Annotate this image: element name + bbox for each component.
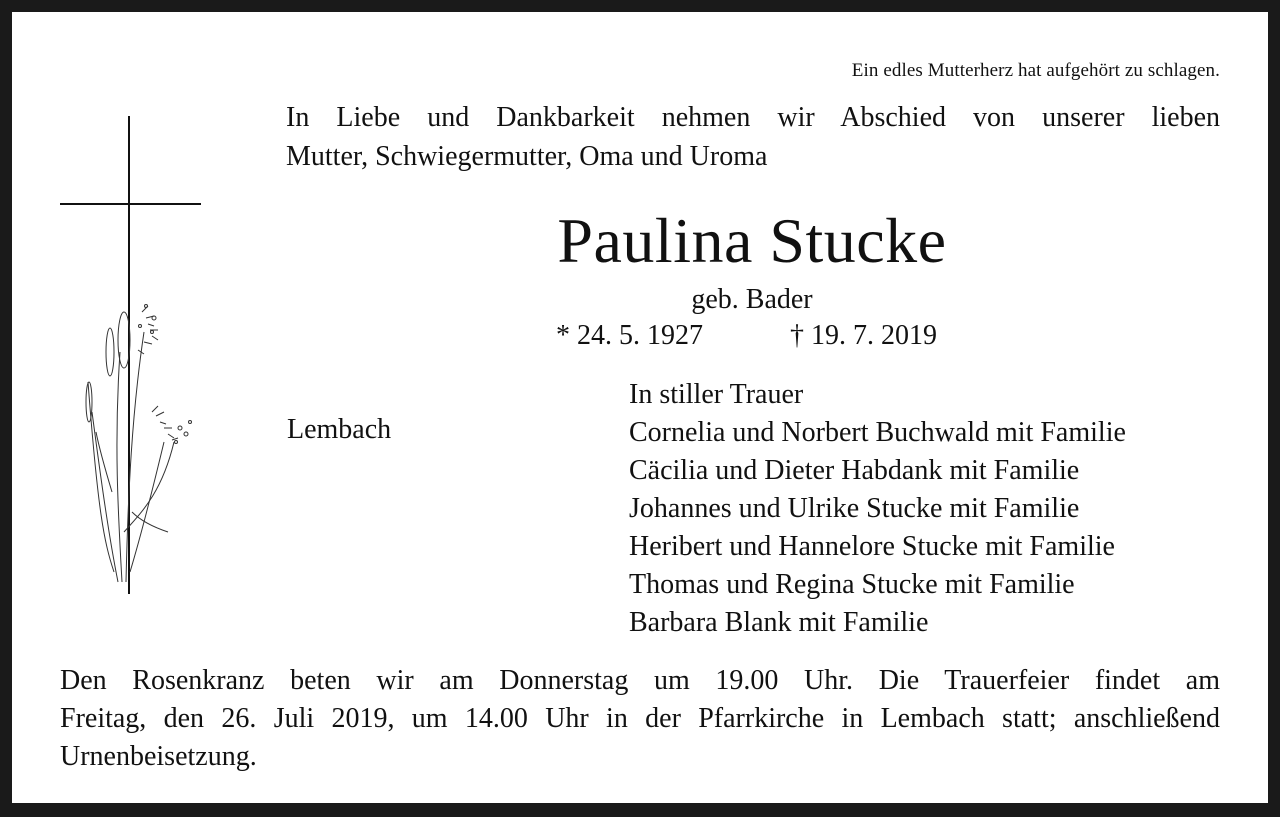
- mourner-name: Cäcilia und Dieter Habdank mit Familie: [629, 455, 1080, 486]
- service-info: [60, 662, 1220, 776]
- deceased-name: Paulina Stucke: [557, 205, 947, 276]
- mourner-name: Thomas und Regina Stucke mit Familie: [629, 569, 1075, 600]
- intro-text: [286, 98, 1220, 176]
- service-info-line-1: Den Rosenkranz beten wir am Donnerstag um 19.00 Uhr. Die Trauerfeier findet am: [60, 665, 1220, 696]
- service-info-line-2: Freitag, den 26. Juli 2019, um 14.00 Uhr in der Pfarrkirche in Lembach statt; anschließend: [60, 703, 1220, 734]
- mourner-name: Barbara Blank mit Familie: [629, 607, 929, 638]
- mourner-name: Johannes und Ulrike Stucke mit Familie: [629, 493, 1080, 524]
- place-name: Lembach: [287, 414, 392, 445]
- intro-line-2: Mutter, Schwiegermutter, Oma und Uroma: [286, 141, 768, 172]
- service-info-line-3: Urnenbeisetzung.: [60, 741, 257, 772]
- mourner-name: Cornelia und Norbert Buchwald mit Familie: [629, 417, 1126, 448]
- motto-text: Ein edles Mutterherz hat aufgehört zu schlagen.: [851, 60, 1220, 81]
- mourner-name: Heribert und Hannelore Stucke mit Familie: [629, 531, 1115, 562]
- maiden-name: geb. Bader: [691, 284, 813, 315]
- cross-icon: [52, 112, 232, 612]
- birth-date: * 24. 5. 1927: [556, 320, 703, 351]
- mourners-list: [629, 376, 1126, 642]
- obituary-notice: [12, 12, 1268, 803]
- mourners-heading: In stiller Trauer: [629, 379, 804, 410]
- death-date: † 19. 7. 2019: [790, 320, 937, 351]
- intro-line-1: In Liebe und Dankbarkeit nehmen wir Abschied von unserer lieben: [286, 102, 1220, 133]
- grass-illustration-icon: [86, 305, 192, 583]
